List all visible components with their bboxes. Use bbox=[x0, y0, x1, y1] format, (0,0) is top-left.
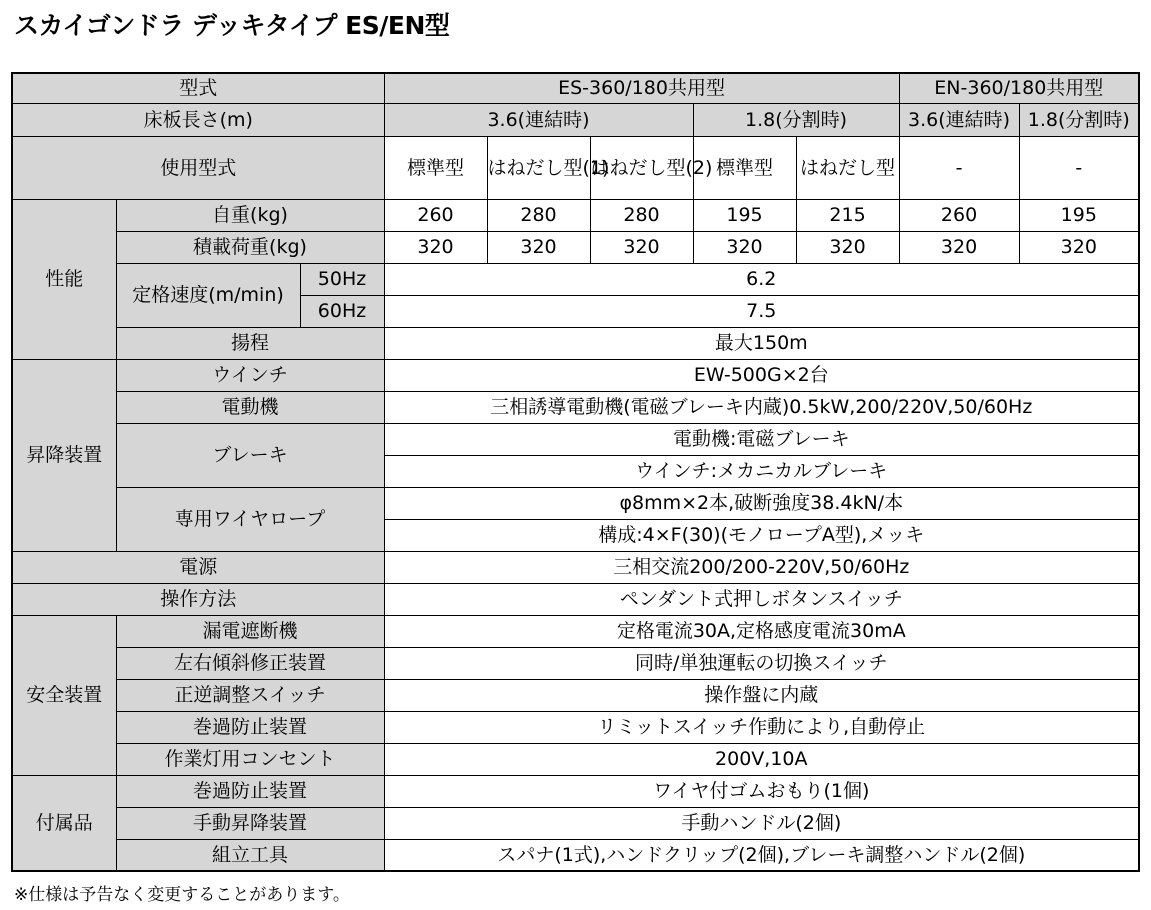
table-row-tilt bbox=[12, 647, 1139, 679]
acc-overwind-label: 巻過防止装置 bbox=[116, 775, 384, 807]
brake-label: ブレーキ bbox=[116, 423, 384, 487]
table-row-breaker bbox=[12, 615, 1139, 647]
load-cell: 320 bbox=[693, 231, 796, 263]
weight-cell: 280 bbox=[487, 199, 590, 231]
load-label: 積載荷重(kg) bbox=[116, 231, 384, 263]
load-cell: 320 bbox=[899, 231, 1019, 263]
use-type-cell: はねだし型 bbox=[796, 136, 899, 199]
table-row-operation bbox=[12, 583, 1139, 615]
hoist-group-label: 昇降装置 bbox=[12, 359, 116, 551]
table-row-floor bbox=[12, 103, 1139, 136]
outlet-label: 作業灯用コンセント bbox=[116, 743, 384, 775]
load-cell: 320 bbox=[796, 231, 899, 263]
page-title: スカイゴンドラ デッキタイプ ES/EN型 bbox=[14, 11, 450, 40]
weight-label: 自重(kg) bbox=[116, 199, 384, 231]
table-row-load bbox=[12, 231, 1139, 263]
model-label: 型式 bbox=[12, 73, 384, 103]
table-row-acc-overwind bbox=[12, 775, 1139, 807]
load-cell: 320 bbox=[1019, 231, 1139, 263]
overwind-value: リミットスイッチ作動により,自動停止 bbox=[384, 711, 1139, 743]
power-label: 電源 bbox=[12, 551, 384, 583]
floor-en-18: 1.8(分割時) bbox=[1019, 103, 1139, 136]
outlet-value: 200V,10A bbox=[384, 743, 1139, 775]
power-value: 三相交流200/200-220V,50/60Hz bbox=[384, 551, 1139, 583]
floor-label: 床板長さ(m) bbox=[12, 103, 384, 136]
operation-value: ペンダント式押しボタンスイッチ bbox=[384, 583, 1139, 615]
table-row-use-type bbox=[12, 136, 1139, 199]
breaker-value: 定格電流30A,定格感度電流30mA bbox=[384, 615, 1139, 647]
table-row-lift bbox=[12, 327, 1139, 359]
floor-es-36: 3.6(連結時) bbox=[384, 103, 693, 136]
weight-cell: 260 bbox=[384, 199, 487, 231]
model-es: ES-360/180共用型 bbox=[384, 73, 899, 103]
reverse-label: 正逆調整スイッチ bbox=[116, 679, 384, 711]
reverse-value: 操作盤に内蔵 bbox=[384, 679, 1139, 711]
footnote: ※仕様は予告なく変更することがあります。 bbox=[14, 885, 350, 905]
spec-table bbox=[11, 72, 1140, 872]
use-type-cell: 標準型 bbox=[384, 136, 487, 199]
table-row-winch bbox=[12, 359, 1139, 391]
speed-label: 定格速度(m/min) bbox=[116, 263, 300, 327]
breaker-label: 漏電遮断機 bbox=[116, 615, 384, 647]
table-row-tools bbox=[12, 839, 1139, 871]
safety-group-label: 安全装置 bbox=[12, 615, 116, 775]
operation-label: 操作方法 bbox=[12, 583, 384, 615]
table-row-outlet bbox=[12, 743, 1139, 775]
brake-value-2: ウインチ:メカニカルブレーキ bbox=[384, 455, 1139, 487]
load-cell: 320 bbox=[590, 231, 693, 263]
use-type-cell: はねだし型(1) bbox=[487, 136, 590, 199]
use-label: 使用型式 bbox=[12, 136, 384, 199]
motor-label: 電動機 bbox=[116, 391, 384, 423]
wire-value-2: 構成:4×F(30)(モノロープA型),メッキ bbox=[384, 519, 1139, 551]
wire-label: 専用ワイヤロープ bbox=[116, 487, 384, 551]
table-row-wire-1 bbox=[12, 487, 1139, 519]
brake-value-1: 電動機:電磁ブレーキ bbox=[384, 423, 1139, 455]
lift-value: 最大150m bbox=[384, 327, 1139, 359]
tools-label: 組立工具 bbox=[116, 839, 384, 871]
table-row-reverse bbox=[12, 679, 1139, 711]
perf-group-label: 性能 bbox=[12, 199, 116, 359]
floor-en-36: 3.6(連結時) bbox=[899, 103, 1019, 136]
model-en: EN-360/180共用型 bbox=[899, 73, 1139, 103]
weight-cell: 195 bbox=[693, 199, 796, 231]
acc-overwind-value: ワイヤ付ゴムおもり(1個) bbox=[384, 775, 1139, 807]
table-row-motor bbox=[12, 391, 1139, 423]
motor-value: 三相誘導電動機(電磁ブレーキ内蔵)0.5kW,200/220V,50/60Hz bbox=[384, 391, 1139, 423]
overwind-label: 巻過防止装置 bbox=[116, 711, 384, 743]
weight-cell: 280 bbox=[590, 199, 693, 231]
use-type-cell: - bbox=[1019, 136, 1139, 199]
lift-label: 揚程 bbox=[116, 327, 384, 359]
table-row-manual bbox=[12, 807, 1139, 839]
acc-group-label: 付属品 bbox=[12, 775, 116, 871]
load-cell: 320 bbox=[384, 231, 487, 263]
table-row-model bbox=[12, 73, 1139, 103]
tilt-label: 左右傾斜修正装置 bbox=[116, 647, 384, 679]
table-row-speed-50 bbox=[12, 263, 1139, 295]
table-row-power bbox=[12, 551, 1139, 583]
weight-cell: 260 bbox=[899, 199, 1019, 231]
floor-es-18: 1.8(分割時) bbox=[693, 103, 899, 136]
hz50-label: 50Hz bbox=[300, 263, 384, 295]
table-row-brake-1 bbox=[12, 423, 1139, 455]
use-type-cell: - bbox=[899, 136, 1019, 199]
manual-value: 手動ハンドル(2個) bbox=[384, 807, 1139, 839]
tools-value: スパナ(1式),ハンドクリップ(2個),ブレーキ調整ハンドル(2個) bbox=[384, 839, 1139, 871]
hz50-value: 6.2 bbox=[384, 263, 1139, 295]
tilt-value: 同時/単独運転の切換スイッチ bbox=[384, 647, 1139, 679]
table-row-weight bbox=[12, 199, 1139, 231]
table-row-overwind bbox=[12, 711, 1139, 743]
weight-cell: 215 bbox=[796, 199, 899, 231]
load-cell: 320 bbox=[487, 231, 590, 263]
winch-label: ウインチ bbox=[116, 359, 384, 391]
use-type-cell: 標準型 bbox=[693, 136, 796, 199]
winch-value: EW-500G×2台 bbox=[384, 359, 1139, 391]
hz60-label: 60Hz bbox=[300, 295, 384, 327]
weight-cell: 195 bbox=[1019, 199, 1139, 231]
manual-label: 手動昇降装置 bbox=[116, 807, 384, 839]
hz60-value: 7.5 bbox=[384, 295, 1139, 327]
use-type-cell: はねだし型(2) bbox=[590, 136, 693, 199]
wire-value-1: φ8mm×2本,破断強度38.4kN/本 bbox=[384, 487, 1139, 519]
